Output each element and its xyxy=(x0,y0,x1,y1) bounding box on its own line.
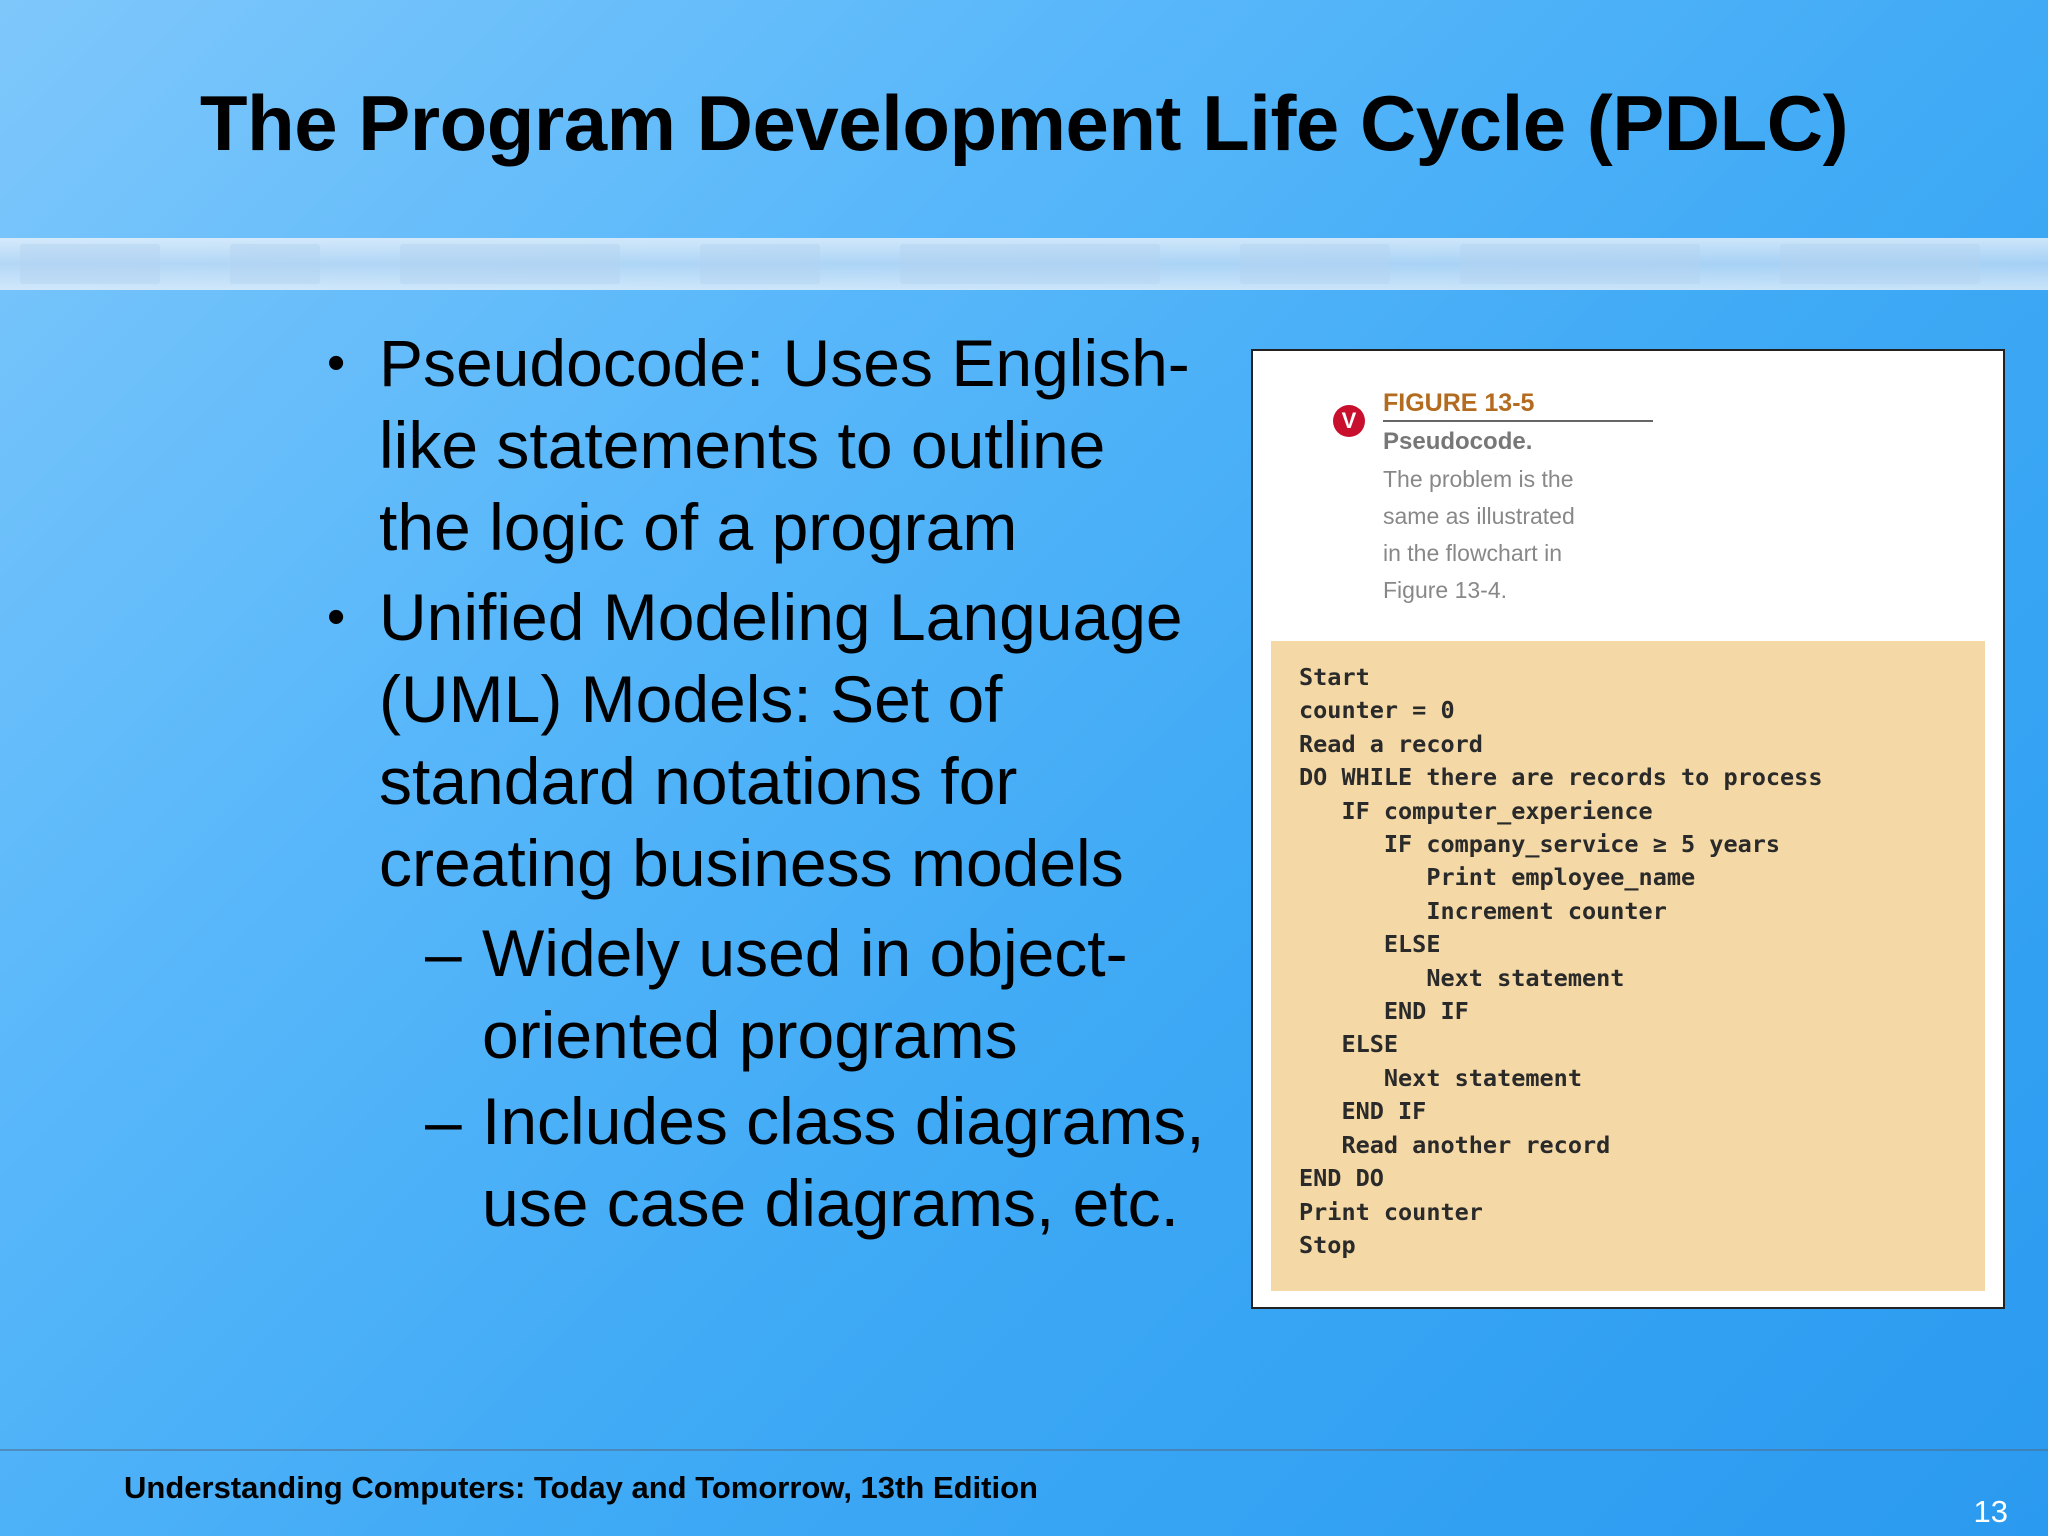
code-line: IF company_service ≥ 5 years xyxy=(1299,830,1781,859)
code-line: Next statement xyxy=(1299,963,1625,992)
bullet-line: standard notations for xyxy=(379,744,1018,818)
caption-line: Figure 13-4. xyxy=(1383,577,1508,603)
pseudocode-block xyxy=(1271,641,1985,1291)
page-number: 13 xyxy=(1973,1494,2008,1529)
code-line: Next statement xyxy=(1299,1063,1582,1092)
bullet-line: the logic of a program xyxy=(379,490,1018,564)
figure-badge-icon: V xyxy=(1333,405,1365,437)
caption-line: in the flowchart in xyxy=(1383,540,1562,566)
code-line: END DO xyxy=(1299,1164,1384,1193)
sub-bullet-line: oriented programs xyxy=(482,998,1018,1072)
band-segment xyxy=(400,244,620,284)
bullet-item-pseudocode xyxy=(325,322,1245,568)
slide-title: The Program Development Life Cycle (PDLC) xyxy=(199,79,1849,167)
code-line: Read a record xyxy=(1299,729,1483,758)
bullet-line: (UML) Models: Set of xyxy=(379,662,1003,736)
bullet-line: Unified Modeling Language xyxy=(379,580,1183,654)
caption-line: same as illustrated xyxy=(1383,503,1575,529)
dash-glyph: – xyxy=(425,916,462,990)
code-line: Stop xyxy=(1299,1230,1356,1259)
code-line: ELSE xyxy=(1299,930,1441,959)
figure-label: FIGURE 13-5 xyxy=(1383,389,1653,422)
code-line: Print counter xyxy=(1299,1197,1483,1226)
figure-caption xyxy=(1383,461,1623,609)
bullet-item-uml xyxy=(325,576,1245,904)
code-line: ELSE xyxy=(1299,1030,1399,1059)
code-line: Start xyxy=(1299,663,1370,691)
band-segment xyxy=(20,244,160,284)
code-line: END IF xyxy=(1299,1097,1427,1126)
decorative-band xyxy=(0,238,2048,290)
footer-book-title: Understanding Computers: Today and Tomorrow, 13th Edition xyxy=(124,1470,1038,1505)
band-segment xyxy=(230,244,320,284)
code-line: Increment counter xyxy=(1299,896,1667,925)
bullet-line: like statements to outline xyxy=(379,408,1106,482)
figure-caption-title: Pseudocode. xyxy=(1383,428,1533,455)
sub-bullet-diagrams xyxy=(325,1080,1245,1244)
band-segment xyxy=(1240,244,1390,284)
band-segment xyxy=(1780,244,1980,284)
code-line: DO WHILE there are records to process xyxy=(1299,763,1823,792)
dash-glyph: – xyxy=(425,1084,462,1158)
band-segment xyxy=(900,244,1160,284)
bullet-list xyxy=(325,322,1245,1244)
code-line: counter = 0 xyxy=(1299,696,1455,725)
sub-bullet-line: Includes class diagrams, xyxy=(482,1084,1205,1158)
code-line: Print employee_name xyxy=(1299,863,1696,892)
code-line: Read another record xyxy=(1299,1130,1611,1159)
band-segment xyxy=(700,244,820,284)
sub-bullet-line: Widely used in object- xyxy=(482,916,1128,990)
caption-line: The problem is the xyxy=(1383,466,1574,492)
bullet-line: Pseudocode: Uses English- xyxy=(379,326,1190,400)
bullet-line: creating business models xyxy=(379,826,1124,900)
bullet-glyph: • xyxy=(327,334,346,392)
band-segment xyxy=(1460,244,1700,284)
bullet-glyph: • xyxy=(327,588,346,646)
code-line: END IF xyxy=(1299,997,1469,1026)
figure-image xyxy=(1251,349,2005,1309)
footer-divider xyxy=(0,1449,2048,1451)
sub-bullet-object-oriented xyxy=(325,912,1245,1076)
sub-bullet-line: use case diagrams, etc. xyxy=(482,1166,1179,1240)
code-line: IF computer_experience xyxy=(1299,796,1653,825)
